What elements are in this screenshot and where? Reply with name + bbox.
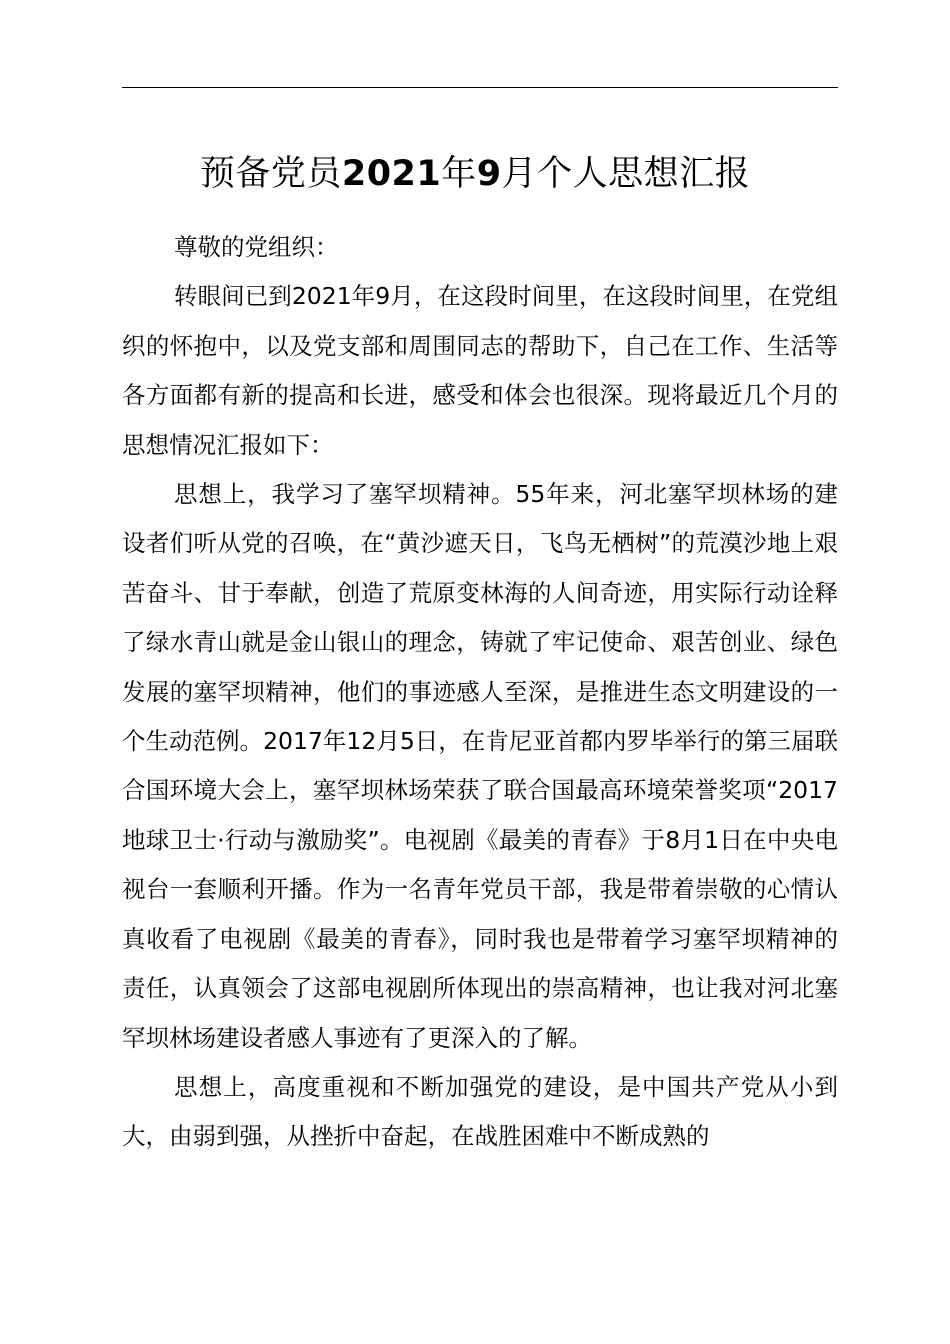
title-part-5: 月个人思想汇报 (501, 154, 751, 194)
paragraph-1: 转眼间已到2021年9月，在这段时间里，在这段时间里，在党组织的怀抱中，以及党支部和周围同志的帮助下，自己在工作、生活等各方面都有新的提高和长进，感受和体会也很深。现将最近几个月的思想情况汇报如下： (122, 282, 838, 459)
paragraph-3: 思想上，高度重视和不断加强党的建设，是中国共产党从小到大，由弱到强，从挫折中奋起，在战胜困难中不断成熟的 (122, 1072, 838, 1151)
paragraph-2: 思想上，我学习了塞罕坝精神。55年来，河北塞罕坝林场的建设者们听从党的召唤，在“黄沙遮天日，飞鸟无栖树”的荒漠沙地上艰苦奋斗、甘于奉献，创造了荒原变林海的人间奇迹，用实际行动诠释了绿水青山就是金山银山的理念，铸就了牢记使命、艰苦创业、绿色发展的塞罕坝精神，他们的事迹感人至深，是推进生态文明建设的一个生动范例。2017年12月5日，在肯尼亚首都内罗毕举行的第三届联合国环境大会上，塞罕坝林场荣获了联合国最高环境荣誉奖项“2017地球卫士·行动与激励奖”。电视剧《最美的青春》于8月1日在中央电视台一套顺利开播。作为一名青年党员干部，我是带着崇敬的心情认真收看了电视剧《最美的青春》，同时我也是带着学习塞罕坝精神的责任，认真领会了这部电视剧所体现出的崇高精神，也让我对河北塞罕坝林场建设者感人事迹有了更深入的了解。 (122, 480, 838, 1052)
title-year: 2021 (341, 154, 442, 194)
document-title (0, 152, 950, 196)
salutation: 尊敬的党组织： (174, 233, 339, 261)
title-month: 9 (476, 154, 502, 194)
document-body (122, 223, 838, 1162)
title-part-1: 预备党员 (199, 154, 342, 194)
header-rule (122, 87, 838, 88)
title-part-3: 年 (441, 154, 477, 194)
